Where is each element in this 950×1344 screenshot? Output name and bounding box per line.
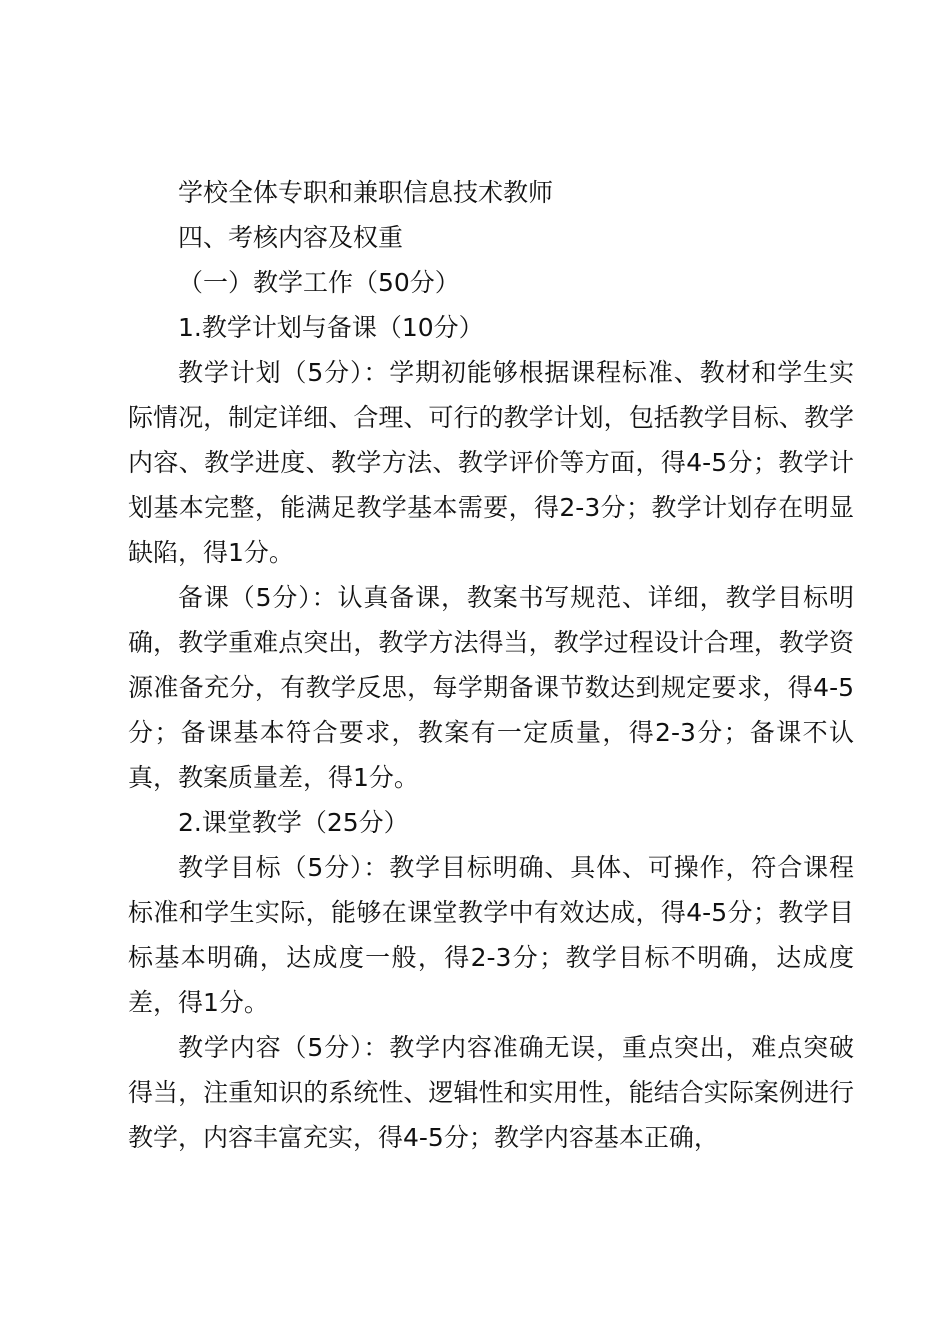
- document-body: [128, 170, 854, 1160]
- paragraph-teaching-plan: 教学计划（5分）：学期初能够根据课程标准、教材和学生实际情况，制定详细、合理、可行的教学计划，包括教学目标、教学内容、教学进度、教学方法、教学评价等方面，得4-5分；教学计划基本完整，能满足教学基本需要，得2-3分；教学计划存在明显缺陷，得1分。: [128, 358, 854, 567]
- subsection-heading-teaching-work: （一）教学工作（50分）: [178, 268, 460, 297]
- paragraph-lesson-preparation: 备课（5分）：认真备课，教案书写规范、详细，教学目标明确，教学重难点突出，教学方法得当，教学过程设计合理，教学资源准备充分，有教学反思，每学期备课节数达到规定要求，得4-5分；备课基本符合要求，教案有一定质量，得2-3分；备课不认真，教案质量差，得1分。: [128, 583, 854, 792]
- paragraph-teaching-content: 教学内容（5分）：教学内容准确无误，重点突出，难点突破得当，注重知识的系统性、逻辑性和实用性，能结合实际案例进行教学，内容丰富充实，得4-5分；教学内容基本正确，: [128, 1033, 854, 1152]
- paragraph-target-teachers: 学校全体专职和兼职信息技术教师: [178, 178, 554, 207]
- item-heading-classroom-teaching: 2.课堂教学（25分）: [178, 808, 409, 837]
- paragraph-teaching-objectives: 教学目标（5分）：教学目标明确、具体、可操作，符合课程标准和学生实际，能够在课堂教学中有效达成，得4-5分；教学目标基本明确，达成度一般，得2-3分；教学目标不明确，达成度差，得1分。: [128, 853, 854, 1017]
- section-heading-assessment-content: 四、考核内容及权重: [178, 223, 404, 252]
- item-heading-teaching-plan-preparation: 1.教学计划与备课（10分）: [178, 313, 484, 342]
